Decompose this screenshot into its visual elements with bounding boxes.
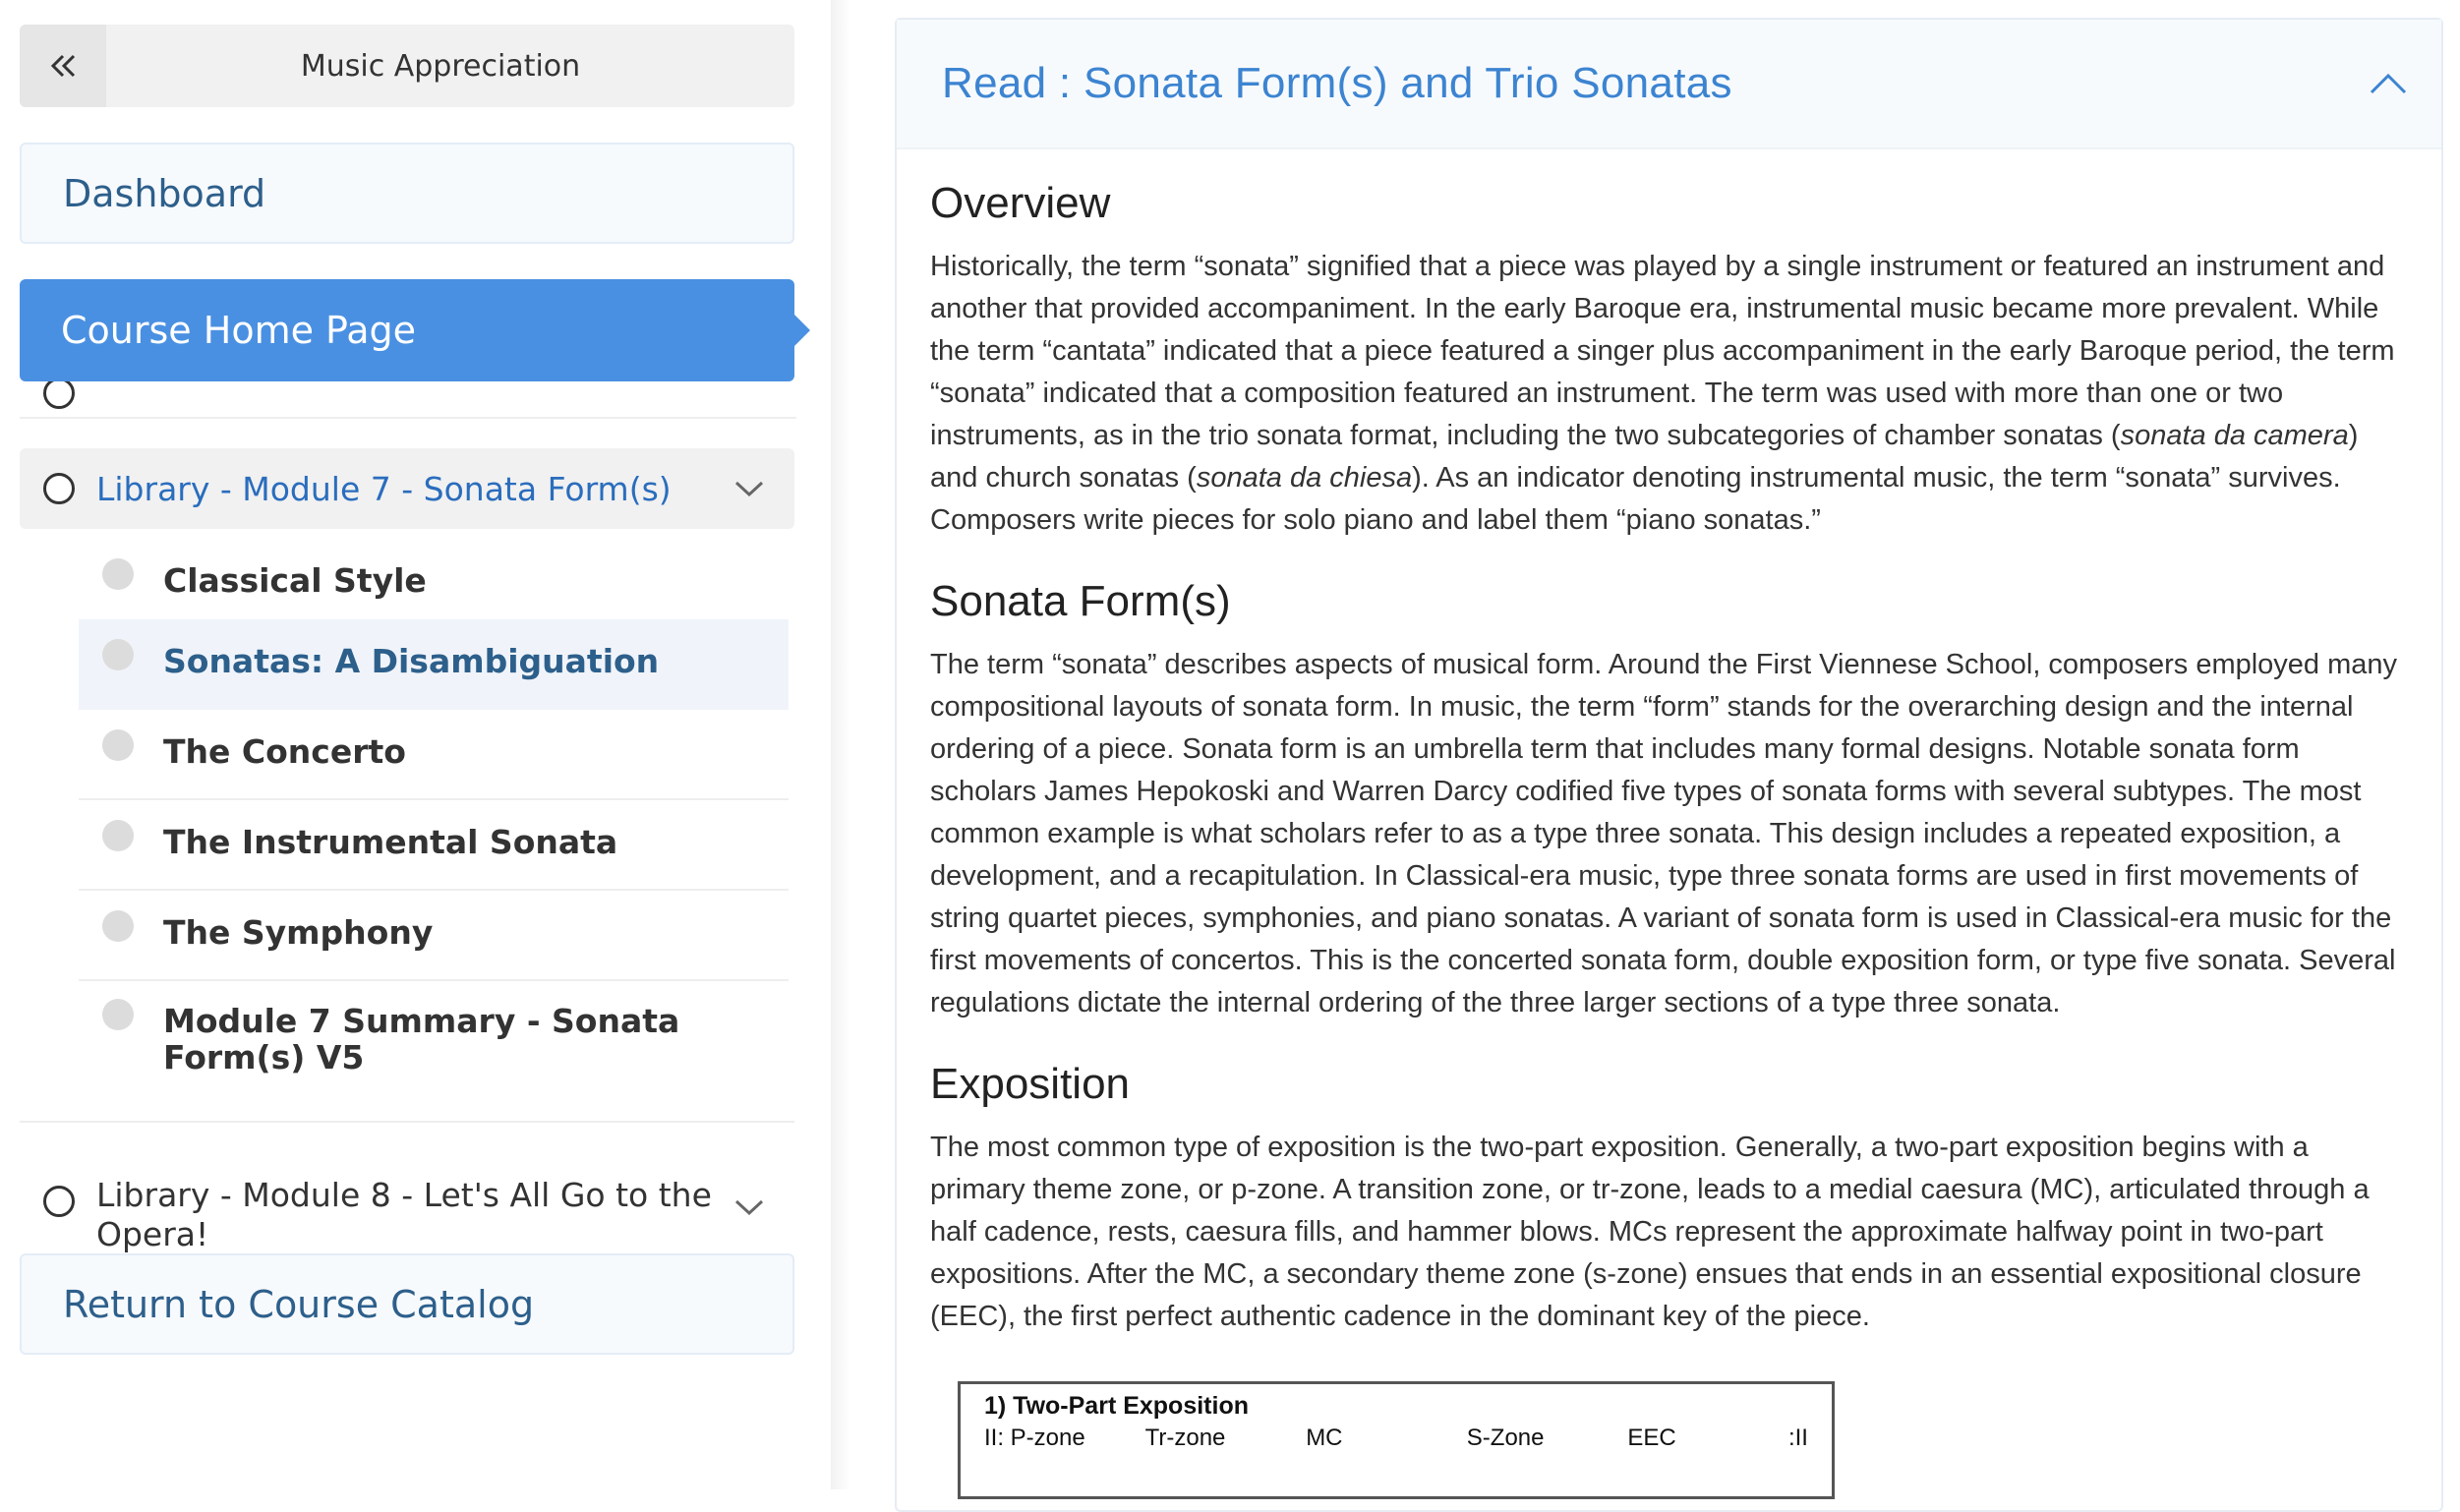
lesson-label: Sonatas: A Disambiguation <box>163 642 660 680</box>
collapse-sidebar-button[interactable] <box>20 25 106 107</box>
diagram-label: S-Zone <box>1466 1425 1545 1451</box>
section-heading: Exposition <box>930 1060 1131 1108</box>
lesson-item[interactable] <box>79 800 789 891</box>
lesson-item[interactable] <box>79 539 789 629</box>
module-7-header[interactable] <box>20 448 794 529</box>
reading-title: Read : Sonata Form(s) and Trio Sonatas <box>942 59 1732 107</box>
status-circle-icon <box>43 473 75 504</box>
module-8-header[interactable] <box>20 1148 794 1266</box>
chevron-up-icon[interactable] <box>2369 71 2408 96</box>
diagram-label: II: P-zone <box>984 1425 1085 1451</box>
status-dot-icon <box>102 910 134 942</box>
diagram-title: 1) Two-Part Exposition <box>984 1392 1249 1420</box>
module-7-title: Library - Module 7 - Sonata Form(s) <box>96 469 672 508</box>
status-dot-icon <box>102 558 134 590</box>
section-heading: Sonata Form(s) <box>930 577 1231 625</box>
status-dot-icon <box>102 820 134 851</box>
diagram-label: :II <box>1787 1425 1808 1451</box>
diagram-label: EEC <box>1627 1425 1676 1451</box>
status-dot-icon <box>102 729 134 761</box>
return-to-catalog-link[interactable]: Return to Course Catalog <box>20 1253 794 1355</box>
lesson-label: The Symphony <box>163 913 434 952</box>
course-title: Music Appreciation <box>300 48 581 84</box>
module-list[interactable] <box>20 381 796 1253</box>
diagram-label: Tr-zone <box>1144 1425 1226 1451</box>
course-home-page-link[interactable]: Course Home Page <box>20 279 794 381</box>
panel-header[interactable] <box>897 20 2441 149</box>
lesson-item[interactable] <box>79 979 789 1123</box>
reading-panel <box>895 18 2443 1512</box>
lesson-item-active[interactable] <box>79 619 789 710</box>
exposition-diagram <box>958 1381 1835 1499</box>
lesson-label: Module 7 Summary - Sonata Form(s) V5 <box>163 1002 680 1076</box>
lesson-label: The Instrumental Sonata <box>163 823 618 861</box>
module-8-title: Library - Module 8 - Let's All Go to the Opera! <box>96 1176 712 1253</box>
dashboard-link[interactable]: Dashboard <box>20 143 794 244</box>
overview-paragraph: Historically, the term “sonata” signified that a piece was played by a single instrument or featured an instrument and another that provided accompaniment. In the early Baroque era, instrumental music became more prevalent. While the term “cantata” indicated that a piece featured a singer plus accompaniment in the early Baroque period, the term “sonata” indicated that a composition featured an instrument. The term was used with more than one or two instruments, as in the trio sonata format, including the two subcategories of chamber sonatas (sonata da camera) and church sonatas (sonata da chiesa). As an indicator denoting instrumental music, the term “sonata” survives. Composers write pieces for solo piano and label them “piano sonatas.” <box>930 251 2395 536</box>
status-dot-icon <box>102 639 134 670</box>
lesson-label: Classical Style <box>163 561 427 600</box>
lesson-item[interactable] <box>79 891 789 981</box>
status-dot-icon <box>102 999 134 1030</box>
diagram-label: MC <box>1306 1425 1343 1451</box>
sidebar-divider <box>831 0 850 1489</box>
status-circle-icon <box>43 378 75 409</box>
divider <box>20 1121 794 1123</box>
section-heading: Overview <box>930 179 1111 227</box>
diagram-labels <box>984 1425 1808 1452</box>
chevron-down-icon <box>733 479 765 498</box>
lesson-label: The Concerto <box>163 732 406 771</box>
course-header <box>20 25 794 107</box>
lesson-item[interactable] <box>79 710 789 800</box>
double-chevron-left-icon <box>46 49 80 83</box>
exposition-paragraph: The most common type of exposition is the two-part exposition. Generally, a two-part exposition begins with a primary theme zone, or p-zone. A transition zone, or tr-zone, leads to a medial caesura (MC), articulated through a half cadence, rests, caesura fills, and hammer blows. MCs represent the approximate halfway point in two-part expositions. After the MC, a secondary theme zone (s-zone) ensues that ends in an essential expositional closure (EEC), the first perfect authentic cadence in the dominant key of the piece. <box>930 1132 2370 1332</box>
status-circle-icon <box>43 1186 75 1217</box>
sonata-form-paragraph: The term “sonata” describes aspects of musical form. Around the First Viennese School, composers employed many compositional layouts of sonata form. In music, the term “form” stands for the overarching design and the internal ordering of a piece. Sonata form is an umbrella term that includes many formal designs. Notable sonata form scholars James Hepokoski and Warren Darcy codified five types of sonata forms with several subtypes. The most common example is what scholars refer to as a type three sonata. This design includes a repeated exposition, a development, and a recapitulation. In Classical-era music, type three sonata forms are used in first movements of string quartet pieces, symphonies, and piano sonatas. A variant of sonata form is used in Classical-era music for the first movements of concertos. This is the concerted sonata form, double exposition form, or type five sonata. Several regulations dictate the internal ordering of the three larger sections of a type three sonata. <box>930 649 2398 1018</box>
reading-content <box>897 149 2441 1499</box>
chevron-down-icon <box>733 1197 765 1217</box>
course-sidebar <box>0 0 831 1489</box>
